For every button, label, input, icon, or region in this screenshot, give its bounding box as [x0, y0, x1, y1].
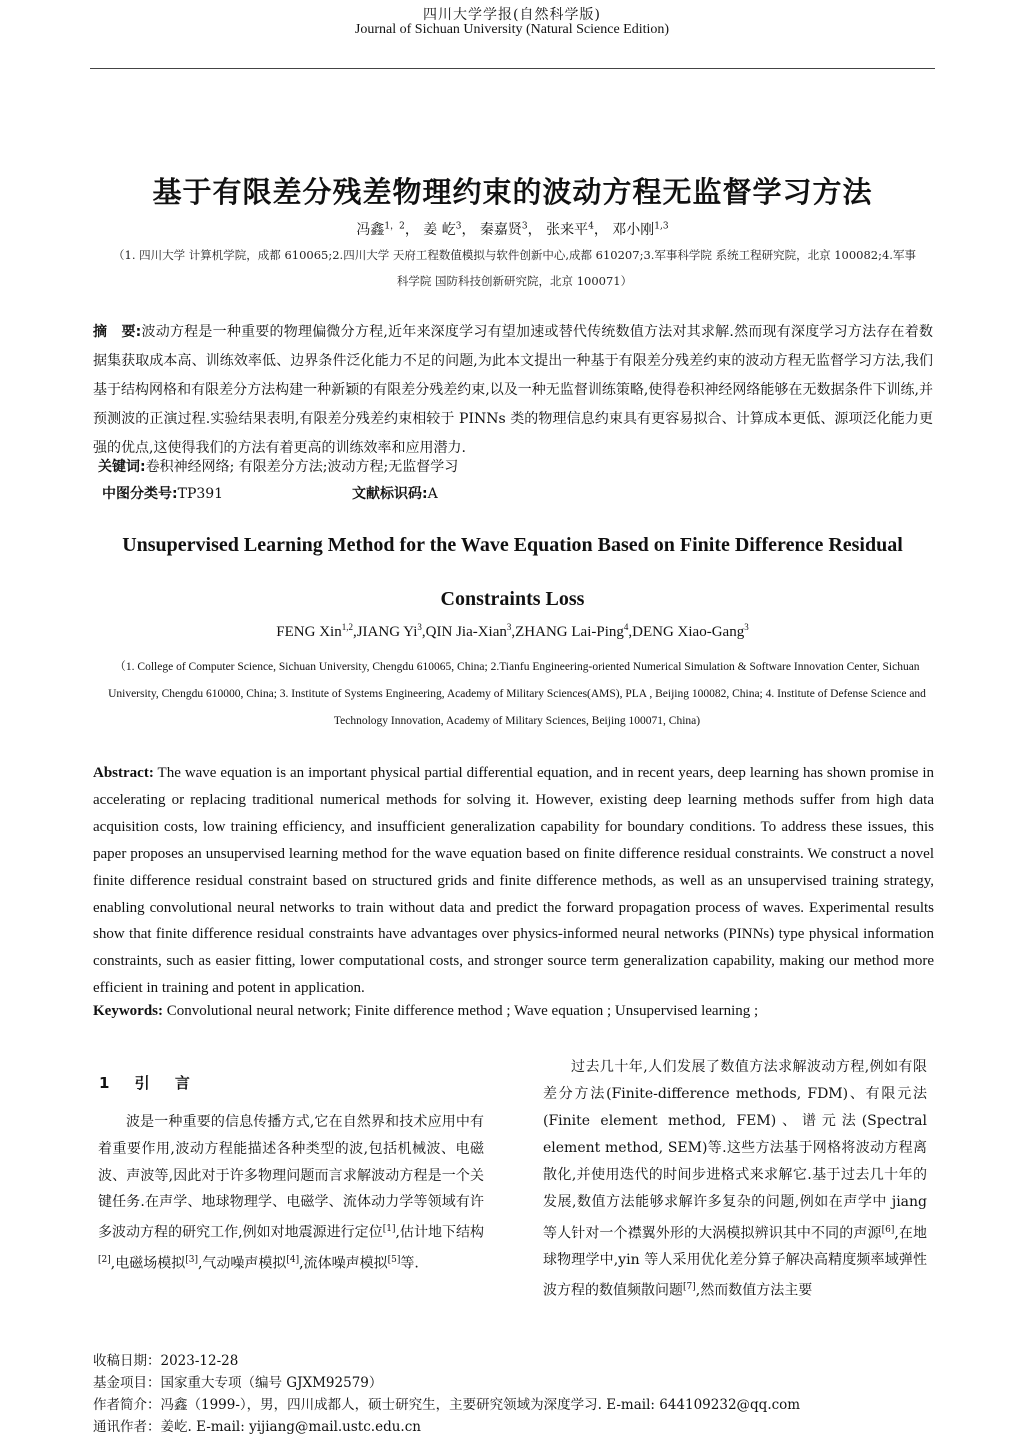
author-list-en [90, 622, 935, 641]
abstract-en-label: Abstract: [93, 765, 154, 781]
keywords-en-label: Keywords: [93, 1003, 163, 1019]
keywords-en [93, 1003, 934, 1020]
author-cn: 秦嘉贤$^3$， [479, 221, 542, 238]
citation: [7] [683, 1282, 696, 1293]
author-cn: 邓小刚$^{1,3}$ [612, 221, 669, 238]
author-en: FENG Xin$^{1,2}$, [276, 622, 357, 640]
keywords-cn-label: 关键词: [98, 459, 146, 475]
footnote-fund: 基金项目：国家重大专项（编号 GJXM92579） [93, 1375, 383, 1391]
abstract-en [93, 760, 934, 1002]
footnote-received: 收稿日期：2023-12-28 [93, 1353, 239, 1369]
citation: [1] [382, 1224, 396, 1235]
section-heading-introduction: 1 引 言 [99, 1074, 200, 1092]
footnotes [93, 1350, 934, 1438]
author-en: ZHANG Lai-Ping$^4$, [515, 622, 633, 640]
body-column-right: 过去几十年,人们发展了数值方法求解波动方程,例如有限差分方法(Finite-difference methods, FDM)、有限元法(Finite element method, FEM)、谱元法(Spectral element method, SEM)等.这些方法基于网格将波动方程离散化,并使用迭代的时间步进格式来求解它.基于过去几十年的发展,数值方法能够求解许多复杂的问题,例如在声学中 jiang 等人针对一个襟翼外形的大涡模拟辨识其中不同的声源[6],在地球物理学中,yin 等人采用优化差分算子解决高精度频率域弹性波方程的数值频散问题[7],然而数值方法主要 [543, 1059, 928, 1300]
affiliations-en: （1. College of Computer Science, Sichuan University, Chengdu 610065, China; 2.Tianfu Engineering-oriented Numerical Simulation & Software Innovation Center, Sichuan University, Chengdu 610000, China; 3. Institute of Systems Engineering, Academy of Military Sciences(AMS), PLA , Beijing 100082, China; 4. Institute of Defense Science and Technology Innovation, Academy of Military Sciences, Beijing 100071, China) [108, 661, 926, 727]
author-cn: 张来平$^4$， [546, 221, 608, 238]
keywords-cn-text: 卷积神经网络; 有限差分方法;波动方程;无监督学习 [145, 459, 459, 475]
abstract-cn [93, 318, 933, 463]
keywords-en-text: Convolutional neural network; Finite difference method ; Wave equation ; Unsupervised learning ; [166, 1003, 759, 1019]
author-en: DENG Xiao-Gang$^3$ [632, 622, 749, 640]
citation: [5] [387, 1254, 401, 1265]
citation: [3] [185, 1254, 198, 1265]
author-cn: 姜 屹$^3$， [423, 221, 476, 238]
footnote-author-bio: 作者简介：冯鑫（1999-），男，四川成都人，硕士研究生，主要研究领域为深度学习. E-mail: 644109232@qq.com [93, 1397, 801, 1413]
author-cn: 冯鑫$^{1,2}$， [356, 221, 419, 238]
journal-name-cn: 四川大学学报(自然科学版) [423, 7, 601, 23]
citation: [2] [98, 1254, 111, 1265]
footnote-corresponding-author: 通讯作者：姜屹. E-mail: yijiang@mail.ustc.edu.cn [93, 1419, 421, 1435]
author-en: QIN Jia-Xian$^3$, [425, 622, 516, 640]
author-list-cn [90, 218, 935, 239]
paper-title-cn: 基于有限差分残差物理约束的波动方程无监督学习方法 [152, 175, 873, 209]
header-divider [90, 68, 935, 69]
keywords-cn [98, 456, 933, 476]
citation: [6] [881, 1224, 895, 1235]
body-column-left: 波是一种重要的信息传播方式,它在自然界和技术应用中有着重要作用,波动方程能描述各种类型的波,包括机械波、电磁波、声波等,因此对于许多物理问题而言求解波动方程是一个关键任务.在声学、地球物理学、电磁学、流体动力学等领域有许多波动方程的研究工作,例如对地震源进行定位[1],估计地下结构[2],电磁场模拟[3],气动噪声模拟[4],流体噪声模拟[5]等. [98, 1114, 484, 1272]
abstract-cn-text: 波动方程是一种重要的物理偏微分方程,近年来深度学习有望加速或替代传统数值方法对其求解.然而现有深度学习方法存在着数据集获取成本高、训练效率低、边界条件泛化能力不足的问题,为此本文提出一种基于有限差分残差约束的波动方程无监督学习方法,我们基于结构网格和有限差分方法构建一种新颖的有限差分残差约束,以及一种无监督训练策略,使得卷积神经网络能够在无数据条件下训练,并预测波的正演过程.实验结果表明,有限差分残差约束相较于 PINNs 类的物理信息约束具有更容易拟合、计算成本更低、源项泛化能力更强的优点,这使得我们的方法有着更高的训练效率和应用潜力. [93, 324, 933, 456]
clc-number: 中图分类号:TP391 [102, 486, 224, 502]
abstract-cn-label: 摘 要: [93, 324, 142, 340]
paper-title-en: Unsupervised Learning Method for the Wave Equation Based on Finite Difference Residual Constraints Loss [122, 534, 903, 610]
author-en: JIANG Yi$^3$, [356, 622, 426, 640]
abstract-en-text: The wave equation is an important physical partial differential equation, and in recent years, deep learning has shown promise in accelerating or replacing traditional numerical methods for solving it. However, existing deep learning methods suffer from high data acquisition costs, low training efficiency, and insufficient generalization capability for boundary conditions. To address these issues, this paper proposes an unsupervised learning method for the wave equation based on finite difference residual constraints. We construct a novel finite difference residual constraint based on structured grids and finite difference methods, as well as an unsupervised training strategy, enabling convolutional neural networks to train without data and predict the forward propagation process of waves. Experimental results show that finite difference residual constraints have advantages over physics-informed neural networks (PINNs) type physical information constraints, such as easier fitting, lower computational costs, and stronger source term generalization capability, making our method more efficient in training and potent in application. [93, 765, 935, 997]
classification-row [102, 483, 933, 503]
affiliations-cn: （1. 四川大学 计算机学院，成都 610065;2.四川大学 天府工程数值模拟与软件创新中心,成都 610207;3.军事科学院 系统工程研究院，北京 100082;4.军事科学院 国防科技创新研究院，北京 100071） [113, 248, 916, 288]
document-code: 文献标识码:A [352, 486, 438, 502]
citation: [4] [286, 1254, 300, 1265]
journal-name-en: Journal of Sichuan University (Natural Science Edition) [354, 22, 670, 37]
